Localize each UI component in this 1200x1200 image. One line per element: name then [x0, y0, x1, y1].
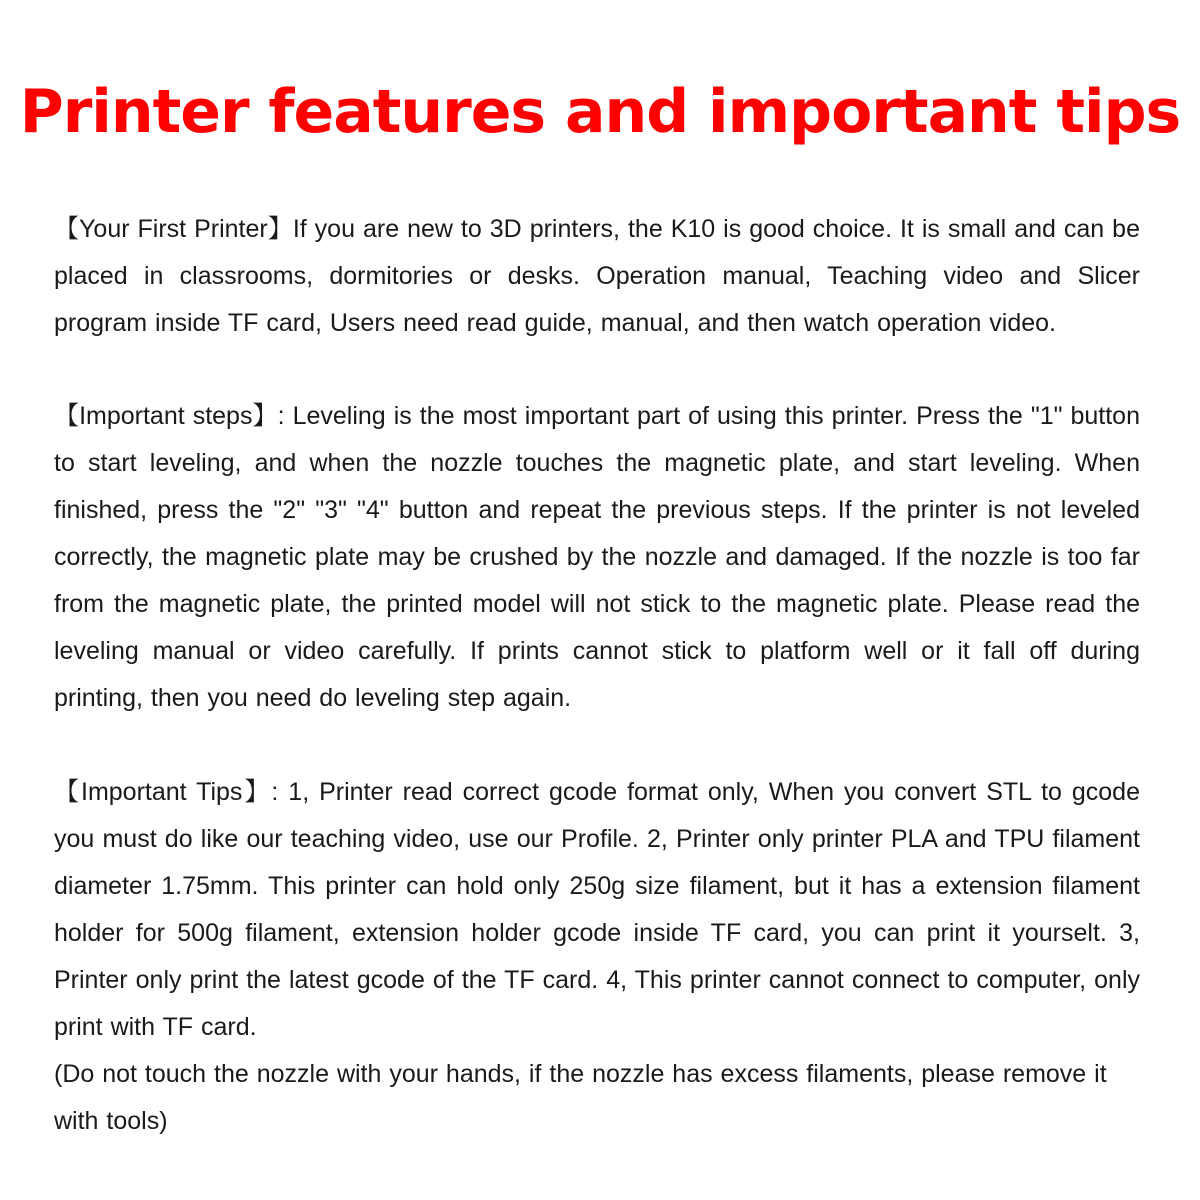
section-paragraph: [54, 206, 1140, 347]
section-your-first-printer: [54, 206, 1140, 347]
section-paragraph: [54, 393, 1140, 722]
section-text: : 1, Printer read correct gcode format only, When you convert STL to gcode you must do like our teaching video, use our Profile. 2, Printer only printer PLA and TPU filament diameter 1.75mm. This printer can hold only 250g size filament, but it has a extension filament holder for 500g filament, extension holder gcode inside TF card, you can print it yourselt. 3, Printer only print the latest gcode of the TF card. 4, This printer cannot connect to computer, only print with TF card.: [54, 778, 1140, 1041]
section-label: 【Important Tips】: [54, 778, 272, 806]
section-label: 【Important steps】: [54, 402, 278, 430]
section-text: : Leveling is the most important part of using this printer. Press the "1" button to start leveling, and when the nozzle touches the magnetic plate, and start leveling. When finished, press the "2" "3" "4" button and repeat the previous steps. If the printer is not leveled correctly, the magnetic plate may be crushed by the nozzle and damaged. If the nozzle is too far from the magnetic plate, the printed model will not stick to the magnetic plate. Please read the leveling manual or video carefully. If prints cannot stick to platform well or it fall off during printing, then you need do leveling step again.: [54, 402, 1140, 712]
section-label: 【Your First Printer】: [54, 215, 293, 243]
section-note: (Do not touch the nozzle with your hands, if the nozzle has excess filaments, please remove it with tools): [54, 1060, 1107, 1135]
section-important-steps: [54, 393, 1140, 722]
page-title: Printer features and important tips: [19, 77, 1181, 147]
section-text: If you are new to 3D printers, the K10 is good choice. It is small and can be placed in classrooms, dormitories or desks. Operation manual, Teaching video and Slicer program inside TF card, Users need read guide, manual, and then watch operation video.: [54, 215, 1140, 337]
section-important-tips: [54, 769, 1140, 1145]
section-paragraph: [54, 769, 1140, 1051]
